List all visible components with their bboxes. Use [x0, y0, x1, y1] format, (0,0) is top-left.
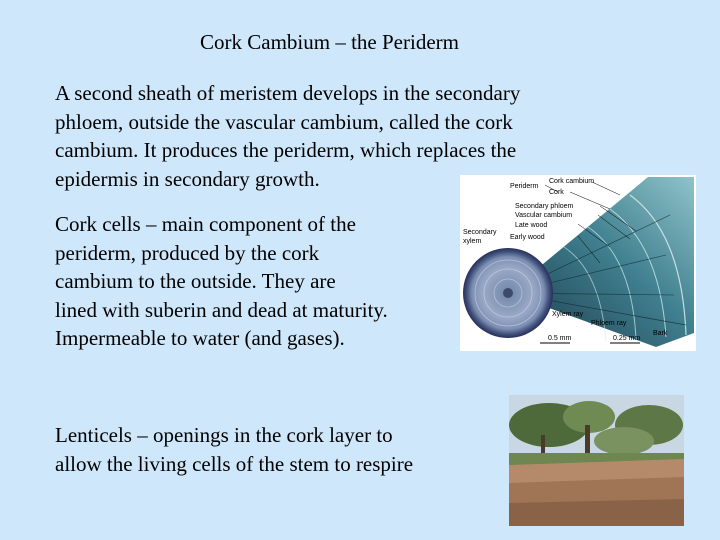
text-line: A second sheath of meristem develops in the secondary — [55, 81, 521, 105]
text-line: phloem, outside the vascular cambium, called the cork — [55, 109, 513, 134]
tree-canopy — [594, 427, 654, 455]
paragraph-lenticels — [55, 421, 413, 478]
label-late-wood: Late wood — [515, 222, 548, 229]
label-scale-right: 0.25 mm — [613, 335, 641, 342]
label-phloem-ray: Phloem ray — [591, 320, 627, 327]
stem-cross-section-diagram — [460, 175, 696, 351]
text-line: cambium to the outside. They are — [55, 269, 336, 293]
label-early-wood: Early wood — [510, 234, 545, 241]
text-line: Impermeable to water (and gases). — [55, 326, 345, 350]
label-xylem-ray: Xylem ray — [552, 311, 584, 318]
slide-title: Cork Cambium – the Periderm — [200, 30, 459, 54]
label-cork: Cork — [549, 189, 564, 196]
text-line: lined with suberin and dead at maturity. — [55, 297, 388, 322]
label-bark: Bark — [653, 330, 668, 337]
paragraph-secondary-meristem — [55, 79, 520, 193]
landscape-photo-svg — [509, 395, 684, 526]
label-secondary-xylem-2: xylem — [463, 238, 482, 245]
label-secondary-phloem: Secondary phloem — [515, 203, 574, 210]
label-secondary-xylem-1: Secondary — [463, 229, 497, 236]
label-scale-left: 0.5 mm — [548, 335, 572, 342]
label-vascular-cambium: Vascular cambium — [515, 212, 573, 219]
label-periderm: Periderm — [510, 183, 539, 190]
label-cork-cambium: Cork cambium — [549, 178, 595, 185]
text-line: allow the living cells of the stem to respire — [55, 451, 414, 476]
stem-cross-section-svg — [460, 175, 696, 351]
text-line: cambium. It produces the periderm, which replaces the — [55, 138, 517, 162]
paragraph-cork-cells — [55, 210, 388, 353]
lenticel-tree-photo — [509, 395, 684, 526]
text-line: Lenticels – openings in the cork layer to — [55, 423, 393, 447]
text-line: epidermis in secondary growth. — [55, 166, 320, 191]
text-line: periderm, produced by the cork — [55, 240, 320, 265]
text-line: Cork cells – main component of the — [55, 212, 356, 236]
